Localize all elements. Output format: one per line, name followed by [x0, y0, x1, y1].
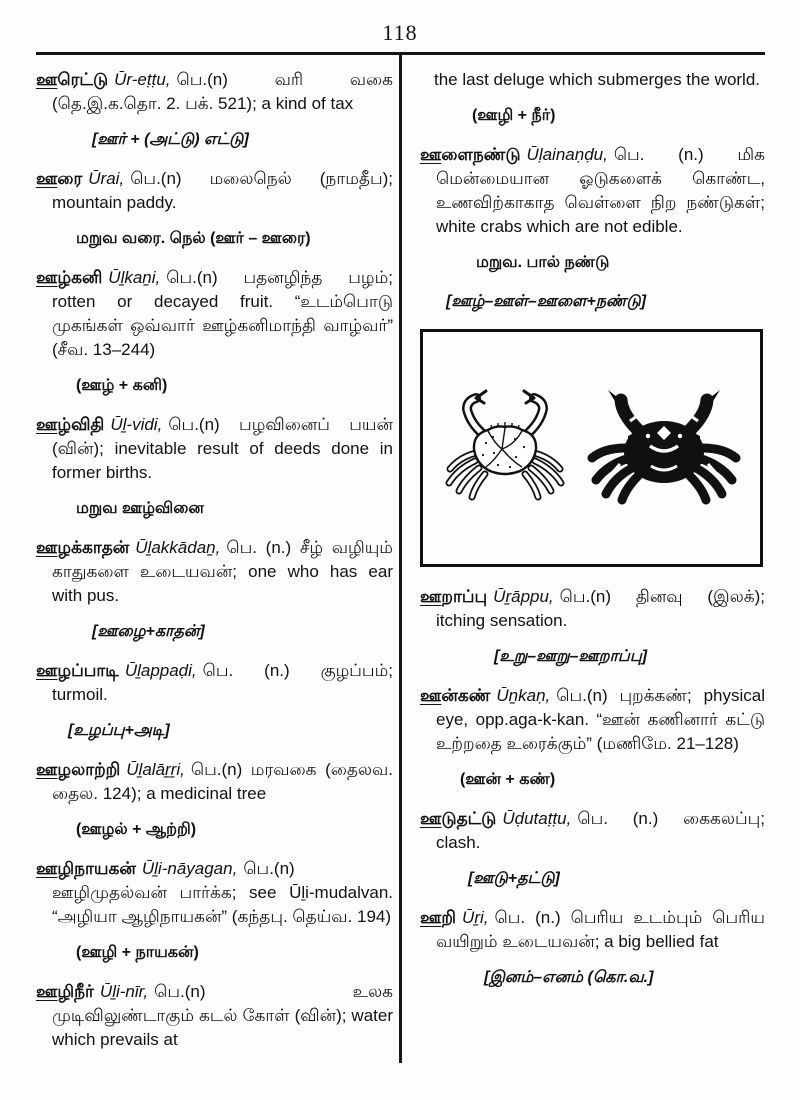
entry-definition: பெ.(n) உலக முடிவிலுண்டாகும் கடல் கோள் (வின்); water which prevails at: [52, 982, 393, 1049]
entry-definition: பெ. (n.) குழப்பம்; turmoil.: [52, 661, 393, 704]
entry-headword: ஊ: [36, 859, 58, 878]
entry-transliteration: Ūṟi,: [462, 908, 489, 927]
entry-transliteration: Ūḻkaṉi,: [108, 268, 161, 287]
dictionary-entry: [420, 906, 765, 954]
entry-definition: பெ. (n.) பெரிய உடம்பும் பெரிய வயிறும் உடையவன்; a big bellied fat: [436, 908, 765, 951]
entry-definition: the last deluge which submerges the world.: [434, 70, 761, 89]
crab-figure: [420, 329, 763, 567]
entry-transliteration: Ūḍutaṭṭu,: [502, 809, 572, 828]
entry-headword: ஊ: [36, 661, 58, 680]
etymology-line: [இனம்–எனம் (கொ.வ.]: [484, 969, 654, 986]
entry-transliteration: Ūḻ-vidi,: [110, 415, 163, 434]
entry-headword-rest: ழப்பாடி: [57, 661, 119, 680]
entry-definition: பெ.(n) மரவகை (தைலவ. தைல. 124); a medicinal tree: [52, 760, 393, 803]
dictionary-entry: [420, 684, 765, 756]
dictionary-entry: [36, 413, 393, 485]
etymology-line: [ஊடு+தட்டு]: [468, 870, 560, 887]
entry-transliteration: Ūḻi-nāyagan,: [141, 859, 238, 878]
entry-headword: ஊ: [36, 982, 58, 1001]
entry-headword: ஊ: [36, 169, 58, 188]
entry-definition: பெ.(n) புறக்கண்; physical eye, opp.aga-k-kan. “ஊன் கணினார் கட்டு உற்றதை உரைக்கும்” (மணிமே. 21–128): [436, 686, 765, 753]
etymology-line: [உறு–ஊறு–ஊறாப்பு]: [494, 648, 648, 665]
entry-definition: பெ.(n) பதனழிந்த பழம்; rotten or decayed fruit. “உடம்பொடு முகங்கள் ஒவ்வார் ஊழ்கனிமாந்தி வாழ்வர்” (சீவ. 13–244): [52, 268, 393, 359]
entry-headword: ஊ: [36, 538, 58, 557]
dictionary-entry: [36, 167, 393, 215]
dictionary-entry: [420, 585, 765, 633]
outline-crab-illustration: [436, 387, 574, 509]
dictionary-entry: [36, 980, 393, 1052]
entry-headword: ஊ: [420, 908, 442, 927]
entry-headword-rest: ழிநாயகன்: [57, 859, 136, 878]
etymology-line: [ஊர் + (அட்டு) எட்டு]: [92, 131, 249, 148]
entry-headword: ஊ: [36, 415, 58, 434]
etymology-line: (ஊன் + கண்): [460, 771, 556, 788]
entry-headword-rest: ழ்கனி: [57, 268, 103, 287]
etymology-line: [உழப்பு+அடி]: [68, 722, 170, 739]
entry-transliteration: Ūḷainaṇḍu,: [526, 145, 608, 164]
entry-transliteration: Ūḻalāṟṟi,: [126, 760, 185, 779]
variant-note: மறுவ வரை. நெல் (ஊர் – ஊரை): [76, 230, 311, 247]
dictionary-entry: [420, 143, 765, 239]
entry-continuation: [420, 68, 765, 92]
entry-headword-rest: ழக்காதன்: [57, 538, 130, 557]
right-column: [420, 68, 765, 1005]
dictionary-entry: [36, 659, 393, 707]
dictionary-entry: [36, 758, 393, 806]
entry-headword-rest: ரெட்டு: [57, 70, 109, 89]
entry-headword-rest: ரை: [57, 169, 83, 188]
entry-headword: ஊ: [420, 587, 442, 606]
entry-headword-rest: ழ்விதி: [57, 415, 105, 434]
etymology-line: (ஊழ் + கனி): [76, 377, 168, 394]
column-divider: [399, 55, 402, 1063]
entry-transliteration: Ūṉkaṇ,: [496, 686, 551, 705]
black-crab-illustration: [580, 384, 748, 512]
variant-note: மறுவ ஊழ்வினை: [76, 500, 204, 517]
entry-transliteration: Ūḻakkādaṉ,: [135, 538, 221, 557]
entry-definition: பெ.(n) ஊழிமுதல்வன் பார்க்க; see Ūḻi-mudalvan. “அழியா ஆழிநாயகன்” (கந்தபு. தெய்வ. 194): [52, 859, 393, 926]
etymology-line: [ஊழை+காதன்]: [92, 623, 205, 640]
entry-transliteration: Ūrai,: [88, 169, 125, 188]
entry-definition: பெ. (n.) மிக மென்மையான ஓடுகளைக் கொண்ட, உணவிற்காகாத வெள்ளை நிற நண்டுகள்; white crabs which are not edible.: [436, 145, 765, 236]
dictionary-entry: [36, 68, 393, 116]
entry-headword-rest: ழிநீர்: [57, 982, 94, 1001]
entry-transliteration: Ūr-eṭṭu,: [114, 70, 171, 89]
left-column: [36, 68, 393, 1064]
entry-definition: பெ. (n.) சீழ் வழியும் காதுகளை உடையவன்; one who has ear with pus.: [52, 538, 393, 605]
etymology-line: (ஊழி + நாயகன்): [76, 944, 199, 961]
entry-headword: ஊ: [420, 686, 442, 705]
entry-definition: பெ.(n) மலைநெல் (நாமதீப); mountain paddy.: [52, 169, 393, 212]
variant-note: மறுவ. பால் நண்டு: [476, 254, 610, 271]
entry-headword: ஊ: [36, 760, 58, 779]
dictionary-entry: [36, 857, 393, 929]
entry-definition: பெ.(n) தினவு (இலக்); itching sensation.: [436, 587, 765, 630]
entry-headword: ஊ: [420, 145, 442, 164]
entry-headword-rest: ன்கண்: [441, 686, 491, 705]
entry-headword: ஊ: [36, 268, 58, 287]
entry-headword: ஊ: [420, 809, 442, 828]
entry-definition: பெ.(n) வரி வகை (தெ.இ.க.தொ. 2. பக். 521); a kind of tax: [52, 70, 393, 113]
entry-headword-rest: ளைநண்டு: [441, 145, 521, 164]
entry-headword-rest: றாப்பு: [441, 587, 488, 606]
dictionary-entry: [36, 266, 393, 362]
entry-transliteration: Ūḻappaḍi,: [124, 661, 197, 680]
entry-headword-rest: றி: [441, 908, 457, 927]
entry-headword-rest: ழலாற்றி: [57, 760, 121, 779]
entry-headword-rest: டுதட்டு: [441, 809, 497, 828]
entry-headword: ஊ: [36, 70, 58, 89]
dictionary-entry: [420, 807, 765, 855]
dictionary-entry: [36, 536, 393, 608]
entry-definition: பெ. (n.) கைகலப்பு; clash.: [436, 809, 765, 852]
etymology-line: [ஊழ்–ஊள்–ஊளை+நண்டு]: [446, 293, 647, 310]
entry-definition: பெ.(n) பழவினைப் பயன் (வின்); inevitable result of deeds done in former births.: [52, 415, 393, 482]
page-number: 118: [382, 20, 418, 45]
etymology-line: (ஊழல் + ஆற்றி): [76, 821, 197, 838]
entry-transliteration: Ūṟāppu,: [493, 587, 554, 606]
entry-transliteration: Ūḻi-nīr,: [99, 982, 149, 1001]
etymology-line: (ஊழி + நீர்): [472, 107, 556, 124]
